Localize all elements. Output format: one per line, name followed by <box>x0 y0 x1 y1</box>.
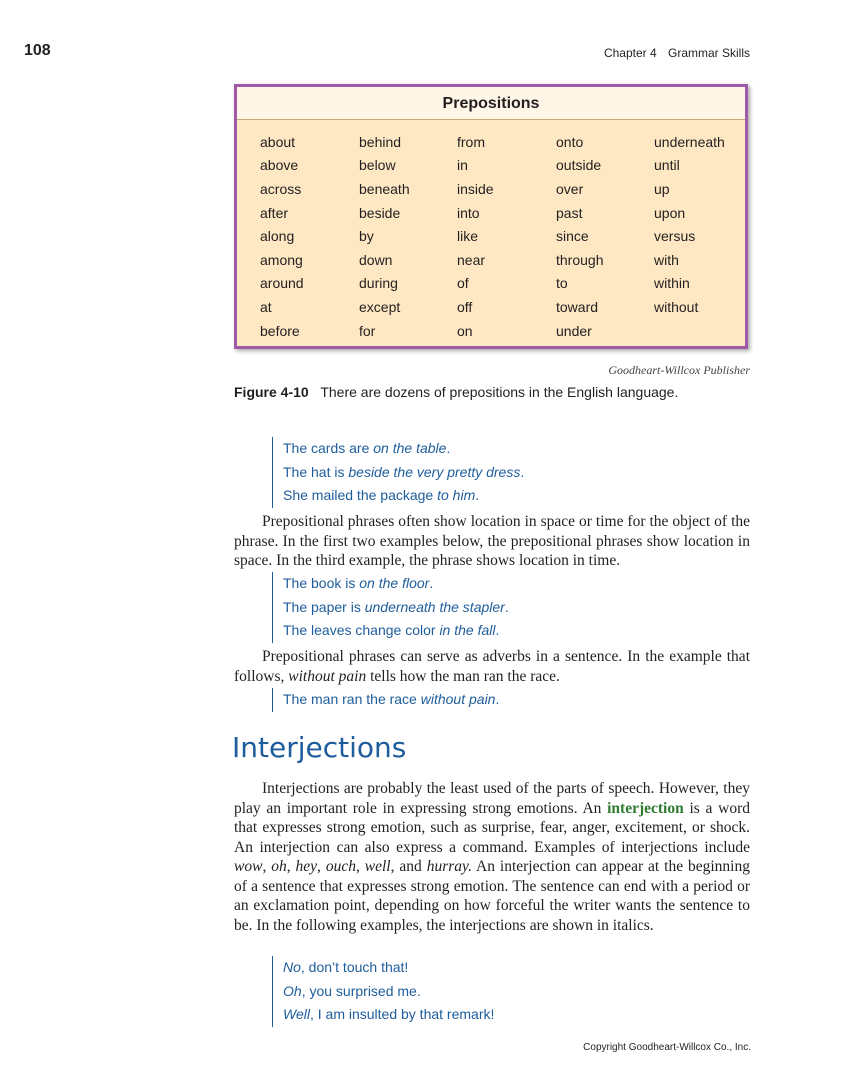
table-cell: behind <box>359 133 402 150</box>
table-cell: along <box>260 228 295 245</box>
example-line: The book is on the floor. <box>283 575 434 591</box>
table-cell: upon <box>654 204 686 221</box>
table-cell: into <box>457 204 480 221</box>
table-cell: within <box>654 275 690 292</box>
table-cell: in <box>457 157 468 174</box>
table-cell: around <box>260 275 304 292</box>
table-row <box>237 154 745 178</box>
table-title: Prepositions <box>237 87 745 120</box>
example-line: Well, I am insulted by that remark! <box>283 1006 495 1022</box>
prepositions-table <box>234 84 748 349</box>
examples-block-3 <box>272 688 499 712</box>
examples-block-2 <box>272 572 509 643</box>
paragraph-interjections: Interjections are probably the least used of the parts of speech. However, they play an important role in expressing strong emotions. An interjection is a word that expresses strong emotion, such as surprise, fear, anger, excitement, or shock. An interjection can also express a command. Examples of interjections include wow, oh, hey, ouch, well, and hurray. An interjection can appear at the beginning of a sentence that expresses strong emotion. The sentence can end with a period or an exclamation point, depending on how forceful the writer wants the sentence to be. In the following examples, the interjections are shown in italics. <box>234 780 750 934</box>
table-cell: from <box>457 133 485 150</box>
chapter-title: Grammar Skills <box>667 46 750 60</box>
table-cell: above <box>260 157 299 174</box>
table-cell: below <box>359 157 396 174</box>
table-cell: after <box>260 204 289 221</box>
table-row <box>237 224 745 248</box>
table-cell: like <box>457 228 479 245</box>
example-line: The leaves change color in the fall. <box>283 622 500 638</box>
table-cell: since <box>556 228 589 245</box>
table-cell: except <box>359 298 401 315</box>
paragraph-adverbs: Prepositional phrases can serve as adverbs in a sentence. In the example that follows, without pain tells how the man ran the race. <box>234 648 750 685</box>
table-cell: on <box>457 322 473 339</box>
table-row <box>237 248 745 272</box>
table-cell: inside <box>457 180 494 197</box>
table-cell: across <box>260 180 302 197</box>
chapter-label: Chapter 4 <box>603 46 657 60</box>
table-cell: before <box>260 322 300 339</box>
table-cell: at <box>260 298 272 315</box>
example-line: The hat is beside the very pretty dress. <box>283 463 525 480</box>
table-cell: down <box>359 251 393 268</box>
figure-caption <box>234 384 678 400</box>
figure-credit: Goodheart-Willcox Publisher <box>608 363 750 377</box>
table-row <box>237 177 745 201</box>
table-row <box>237 295 745 319</box>
table-row <box>237 319 745 343</box>
table-row <box>237 130 745 154</box>
table-cell: past <box>556 204 583 221</box>
table-cell: by <box>359 228 374 245</box>
table-cell: near <box>457 251 486 268</box>
table-cell: off <box>457 298 473 315</box>
table-cell: until <box>654 157 680 174</box>
example-line: She mailed the package to him. <box>283 487 480 503</box>
table-cell: beside <box>359 204 401 221</box>
table-cell: underneath <box>654 133 725 150</box>
table-cell: without <box>654 298 699 315</box>
table-cell: with <box>654 251 679 268</box>
paragraph-location: Prepositional phrases often show location in space or time for the object of the phrase. In the first two examples below, the prepositional phrases show location in space. In the third example, the phrase shows location in time. <box>234 513 750 569</box>
table-cell: to <box>556 275 568 292</box>
example-line: The man ran the race without pain. <box>283 691 500 707</box>
table-cell: outside <box>556 157 602 174</box>
page-number: 108 <box>24 42 51 59</box>
table-cell: during <box>359 275 398 292</box>
figure-caption-text: There are dozens of prepositions in the English language. <box>320 384 679 400</box>
examples-block-4 <box>272 956 494 1027</box>
figure-label: Figure 4-10 <box>234 384 309 400</box>
example-line: No, don’t touch that! <box>283 959 409 975</box>
table-cell: over <box>556 180 584 197</box>
table-cell: onto <box>556 133 584 150</box>
table-cell: through <box>556 251 604 268</box>
table-cell: versus <box>654 228 696 245</box>
copyright: Copyright Goodheart-Willcox Co., Inc. <box>583 1042 751 1053</box>
table-cell: under <box>556 322 592 339</box>
table-row <box>237 272 745 296</box>
table-cell: of <box>457 275 469 292</box>
example-line: Oh, you surprised me. <box>283 982 421 999</box>
key-term: interjection <box>607 799 684 817</box>
section-heading: Interjections <box>232 731 407 764</box>
table-cell: toward <box>556 298 599 315</box>
table-cell: for <box>359 322 376 339</box>
example-line: The cards are on the table. <box>283 440 451 456</box>
table-cell: beneath <box>359 180 410 197</box>
examples-block-1 <box>272 437 524 508</box>
table-body <box>237 120 745 342</box>
table-cell: among <box>260 251 303 268</box>
example-line: The paper is underneath the stapler. <box>283 598 509 615</box>
table-cell: about <box>260 133 296 150</box>
table-row <box>237 201 745 225</box>
running-head <box>604 46 750 60</box>
table-cell: up <box>654 180 670 197</box>
